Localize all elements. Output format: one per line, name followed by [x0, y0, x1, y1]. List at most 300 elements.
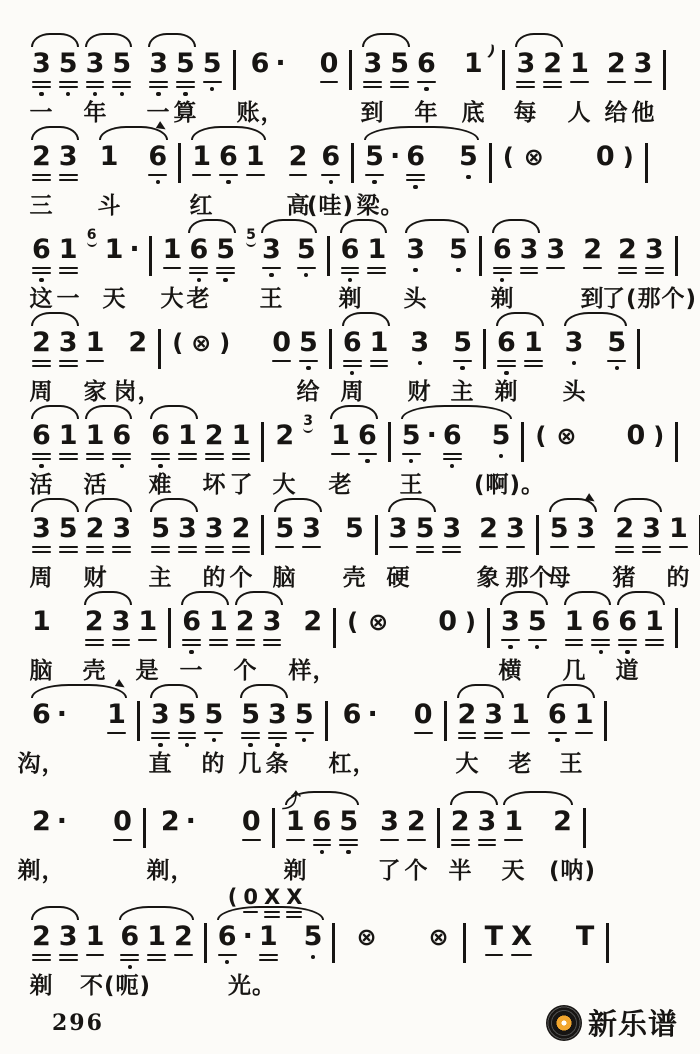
note-glyph: 1	[85, 420, 105, 451]
lyric-syllable: 条	[265, 751, 290, 777]
lyric-syllable: 账，	[236, 100, 285, 126]
note-glyph: 3	[410, 327, 430, 358]
note-glyph: 1	[668, 513, 688, 544]
slur	[364, 126, 479, 140]
barline	[463, 923, 466, 963]
note-glyph: 6	[112, 420, 132, 451]
note-token	[317, 143, 344, 184]
note-glyph: 1	[99, 141, 119, 172]
duration-underline	[85, 644, 104, 647]
grace-slur	[246, 242, 256, 247]
lyric-syllable: 给	[604, 100, 629, 126]
duration-underline	[32, 179, 51, 182]
note-token	[449, 329, 476, 370]
duration-underline	[232, 546, 251, 549]
barline	[487, 608, 490, 648]
note-glyph: 3	[576, 513, 596, 544]
slur	[31, 906, 79, 920]
note-token	[172, 50, 199, 96]
low-octave-dot	[212, 738, 217, 743]
lyric-syllable: 王	[559, 751, 584, 777]
note-token	[507, 923, 536, 956]
note-token	[240, 887, 261, 913]
notes-row	[28, 402, 684, 466]
note-token	[55, 808, 69, 836]
duration-underline	[286, 911, 302, 914]
note-glyph: 2	[450, 806, 470, 837]
duration-underline	[313, 839, 332, 842]
note-glyph: 3	[501, 606, 520, 637]
note-glyph: 5	[294, 699, 314, 730]
duration-underline	[520, 272, 539, 275]
note-glyph: (	[535, 422, 547, 450]
lyric-syllable: 是	[135, 658, 160, 684]
duration-underline	[151, 551, 170, 554]
note-token	[425, 422, 439, 450]
note-token	[561, 608, 588, 646]
slur	[150, 405, 198, 419]
note-token	[398, 422, 425, 463]
note-token	[500, 808, 527, 841]
note-token	[281, 790, 309, 841]
duration-underline	[178, 551, 197, 554]
note-token	[343, 608, 362, 636]
low-octave-dot	[572, 361, 577, 366]
lyric-syllable: 剃	[283, 858, 308, 884]
slur	[31, 405, 79, 419]
duration-underline	[443, 453, 462, 456]
note-token	[439, 422, 466, 468]
note-glyph: 5	[58, 513, 78, 544]
barline	[149, 236, 152, 276]
note-token	[516, 236, 543, 274]
duration-underline	[511, 954, 532, 957]
note-glyph: 1	[231, 420, 251, 451]
note-token	[300, 923, 327, 959]
low-octave-dot	[535, 645, 540, 650]
note-token	[157, 808, 184, 836]
duration-underline	[86, 81, 105, 84]
note-glyph: 3	[303, 413, 314, 429]
note-token	[55, 515, 82, 553]
note-glyph: 6	[182, 606, 201, 637]
duration-underline	[178, 737, 197, 740]
duration-underline	[120, 954, 139, 957]
note-glyph: 6	[591, 606, 611, 637]
lyric-syllable: 财	[83, 565, 108, 591]
note-token	[174, 701, 201, 747]
note-glyph: 5	[177, 699, 197, 730]
note-token	[28, 329, 55, 367]
note-glyph: 2	[231, 513, 251, 544]
note-token	[434, 608, 461, 636]
duration-underline	[520, 267, 539, 270]
note-glyph: ·	[367, 699, 378, 730]
duration-underline	[289, 174, 308, 177]
slur	[564, 591, 611, 605]
low-octave-dot	[508, 645, 513, 650]
duration-underline	[232, 453, 251, 456]
note-glyph: 2	[606, 48, 626, 79]
slur	[564, 312, 627, 326]
slur	[330, 405, 378, 419]
duration-underline	[524, 365, 543, 368]
duration-underline	[59, 458, 78, 461]
duration-underline	[341, 267, 360, 270]
note-glyph: 6	[250, 48, 270, 79]
note-glyph: 2	[84, 606, 104, 637]
note-token	[55, 143, 82, 181]
note-glyph: 2	[583, 234, 603, 265]
barline	[521, 422, 524, 462]
duration-underline	[402, 453, 421, 456]
lyric-syllable: 了	[229, 472, 254, 498]
note-token	[474, 808, 501, 846]
duration-underline	[32, 551, 51, 554]
notes-row	[28, 30, 684, 94]
lyric-syllable: 几	[562, 658, 587, 684]
lyric-syllable: 他	[631, 100, 656, 126]
slur	[85, 33, 132, 47]
note-token	[309, 808, 336, 854]
music-system	[17, 681, 684, 777]
note-glyph: )	[219, 329, 231, 357]
barline	[158, 329, 161, 369]
note-token	[488, 422, 515, 458]
note-token	[361, 143, 388, 184]
note-glyph: 1	[192, 141, 211, 172]
barline	[437, 808, 440, 848]
duration-underline	[205, 458, 224, 461]
slur	[496, 312, 544, 326]
barline	[349, 50, 352, 90]
note-glyph: 6	[547, 699, 567, 730]
duration-underline	[112, 546, 131, 549]
note-glyph: 6	[217, 921, 237, 952]
duration-underline	[246, 174, 265, 177]
note-glyph: 2	[32, 141, 51, 172]
note-token	[352, 923, 380, 951]
note-token	[412, 515, 439, 553]
duration-underline	[358, 453, 377, 456]
duration-underline	[484, 737, 503, 740]
duration-underline	[204, 732, 223, 735]
note-token	[638, 515, 665, 553]
note-token	[116, 923, 143, 969]
note-glyph: 3	[363, 48, 383, 79]
slur	[148, 33, 196, 47]
note-glyph: 1	[58, 420, 78, 451]
note-token	[168, 329, 187, 357]
lyric-syllable: 这	[29, 286, 54, 312]
duration-underline	[216, 272, 235, 275]
lyric-syllable: 硬	[386, 565, 411, 591]
note-token	[55, 923, 82, 961]
note-glyph: 3	[642, 513, 661, 544]
note-token	[561, 329, 588, 365]
lyric-syllable: 坏	[202, 472, 227, 498]
duration-underline	[203, 81, 222, 84]
duration-underline	[151, 546, 170, 549]
note-glyph: 5	[339, 806, 359, 837]
lyrics-row	[28, 967, 684, 999]
duration-underline	[546, 267, 565, 270]
note-glyph: 1	[369, 327, 389, 358]
note-glyph: )	[465, 608, 477, 636]
note-glyph: 0	[272, 327, 292, 358]
note-glyph: 6	[342, 699, 362, 730]
duration-underline	[275, 546, 294, 549]
note-glyph: 2	[618, 234, 637, 265]
duration-underline	[570, 81, 589, 84]
duration-underline	[272, 360, 291, 363]
barline	[233, 50, 236, 90]
note-glyph: 3	[388, 513, 408, 544]
duration-underline	[645, 267, 664, 270]
duration-underline	[264, 916, 280, 919]
duration-underline	[645, 639, 664, 642]
duration-underline	[320, 81, 339, 84]
barline	[178, 143, 181, 183]
lyric-syllable: 主	[148, 565, 173, 591]
low-octave-dot	[466, 175, 471, 180]
barline	[325, 701, 328, 741]
lyrics-row	[28, 94, 684, 126]
note-glyph: 6	[189, 234, 209, 265]
duration-underline	[607, 81, 626, 84]
grace-slur	[87, 242, 97, 247]
barline	[333, 608, 336, 648]
note-token	[144, 143, 171, 184]
lyrics-row	[17, 852, 684, 884]
note-token	[101, 236, 128, 264]
duration-underline	[407, 839, 426, 842]
duration-underline	[236, 639, 255, 642]
lyric-syllable: 人	[567, 100, 592, 126]
note-token	[385, 515, 412, 548]
barline	[143, 808, 146, 848]
low-octave-dot	[306, 366, 311, 371]
note-token	[261, 887, 283, 918]
note-glyph: 2	[543, 48, 563, 79]
note-glyph: 5	[415, 513, 435, 544]
note-token	[641, 236, 668, 274]
note-token	[147, 515, 174, 553]
note-token	[185, 236, 212, 282]
note-token	[293, 236, 320, 277]
notes-row	[28, 885, 684, 967]
note-glyph: 3	[484, 699, 504, 730]
duration-underline	[32, 360, 51, 363]
low-octave-dot	[329, 180, 334, 185]
note-glyph: 3	[149, 48, 168, 79]
duration-underline	[618, 272, 637, 275]
duration-underline	[478, 839, 497, 842]
note-glyph: 3	[32, 48, 51, 79]
page-number: 296	[52, 1009, 104, 1036]
music-system	[28, 495, 691, 591]
lyrics-row	[17, 745, 684, 777]
note-token	[285, 143, 312, 176]
low-octave-dot	[615, 366, 620, 371]
note-token	[201, 515, 228, 553]
note-token	[258, 236, 285, 277]
note-token	[237, 701, 264, 747]
lyrics-row	[28, 466, 684, 498]
note-glyph: 3	[262, 234, 281, 265]
note-glyph: 2	[479, 513, 498, 544]
duration-underline	[506, 546, 525, 549]
slur	[240, 684, 288, 698]
duration-underline	[149, 86, 168, 89]
duration-underline	[32, 365, 51, 368]
note-token	[82, 422, 109, 460]
duration-underline	[112, 644, 131, 647]
note-token	[316, 50, 343, 83]
note-token	[215, 143, 242, 184]
note-glyph: 5	[344, 513, 364, 544]
note-token	[82, 50, 109, 96]
duration-underline	[516, 86, 535, 89]
lyric-syllable: 老	[508, 751, 533, 777]
duration-underline	[618, 644, 637, 647]
note-glyph: 5	[151, 513, 170, 544]
duration-underline	[297, 267, 316, 270]
duration-underline	[295, 732, 314, 735]
duration-underline	[479, 546, 498, 549]
slur	[181, 591, 229, 605]
lyric-syllable: 横	[498, 658, 523, 684]
note-token	[520, 329, 547, 367]
note-token	[531, 422, 550, 450]
note-token	[291, 701, 318, 742]
duration-underline	[331, 453, 350, 456]
note-token	[271, 515, 298, 548]
note-glyph: ⊗	[523, 143, 544, 171]
barline	[479, 236, 482, 276]
duration-underline	[478, 844, 497, 847]
note-token	[82, 923, 109, 956]
note-glyph: 2	[615, 513, 635, 544]
note-glyph: 3	[302, 513, 321, 544]
notes-row	[28, 788, 684, 852]
duration-underline	[151, 453, 170, 456]
notes-row	[28, 216, 684, 280]
note-token	[359, 50, 386, 88]
note-glyph: 3	[564, 327, 584, 358]
lyric-syllable: 老	[186, 286, 211, 312]
lyric-syllable: 天	[501, 858, 526, 884]
low-octave-dot	[413, 268, 418, 273]
barline	[606, 923, 609, 963]
note-token	[549, 808, 576, 836]
vinyl-record-icon	[546, 1005, 582, 1041]
duration-underline	[642, 551, 661, 554]
logo-text: 新乐谱	[587, 1007, 678, 1041]
note-token	[178, 608, 205, 654]
lyric-syllable: 周	[29, 565, 54, 591]
note-glyph: 1	[147, 921, 166, 952]
lyric-syllable: 剃，	[146, 858, 195, 884]
note-token	[425, 923, 453, 951]
duration-underline	[548, 732, 567, 735]
slur	[31, 126, 79, 140]
low-octave-dot	[225, 960, 230, 965]
barline	[604, 701, 607, 741]
duration-underline	[59, 546, 78, 549]
duration-underline	[302, 546, 321, 549]
slur	[340, 219, 387, 233]
slur	[99, 126, 168, 140]
note-glyph: )	[622, 143, 634, 171]
duration-underline	[205, 453, 224, 456]
note-token	[445, 236, 472, 272]
lyric-syllable: 财	[407, 379, 432, 405]
low-octave-dot	[418, 361, 423, 366]
note-glyph: 5	[459, 141, 478, 172]
slur	[285, 791, 359, 805]
lyric-syllable: 天	[102, 286, 127, 312]
duration-underline	[313, 844, 332, 847]
slur	[31, 498, 79, 512]
duration-underline	[178, 546, 197, 549]
notes-row	[28, 309, 684, 373]
note-glyph: 2	[235, 606, 255, 637]
note-token	[363, 236, 390, 274]
note-glyph: 3	[204, 513, 224, 544]
note-glyph: ·	[242, 921, 253, 952]
note-token	[460, 50, 487, 78]
duration-underline	[286, 916, 302, 919]
low-octave-dot	[555, 738, 560, 743]
lyric-syllable: (啊)。	[473, 472, 546, 498]
note-glyph: 5	[112, 48, 132, 79]
note-glyph: 6	[442, 420, 462, 451]
low-octave-dot	[499, 454, 504, 459]
note-token	[475, 515, 502, 548]
slur	[362, 33, 410, 47]
note-token	[242, 143, 269, 176]
note-glyph: 6	[120, 921, 140, 952]
breath-mark	[485, 41, 498, 61]
barline	[489, 143, 492, 183]
lyric-syllable: 不(呃)	[79, 973, 152, 999]
notes-row	[28, 588, 684, 652]
lyric-syllable: 的	[202, 565, 227, 591]
note-glyph: 1	[367, 234, 387, 265]
note-token	[339, 329, 366, 375]
note-glyph: 6	[321, 141, 341, 172]
lyric-syllable: 了(那个)	[601, 286, 698, 312]
slur	[119, 906, 194, 920]
note-glyph: 1	[564, 606, 584, 637]
note-token	[109, 808, 136, 841]
duration-underline	[453, 360, 472, 363]
slur	[31, 684, 127, 698]
note-token	[641, 608, 668, 646]
duration-underline	[205, 551, 224, 554]
note-glyph: 3	[32, 513, 51, 544]
lyrics-row	[28, 559, 691, 591]
grace-note	[244, 228, 258, 247]
note-token	[55, 422, 82, 460]
duration-underline	[192, 174, 211, 177]
duration-underline	[149, 81, 168, 84]
duration-underline	[59, 272, 78, 275]
note-token	[28, 808, 55, 836]
note-glyph: ·	[426, 420, 437, 451]
duration-underline	[268, 732, 287, 735]
